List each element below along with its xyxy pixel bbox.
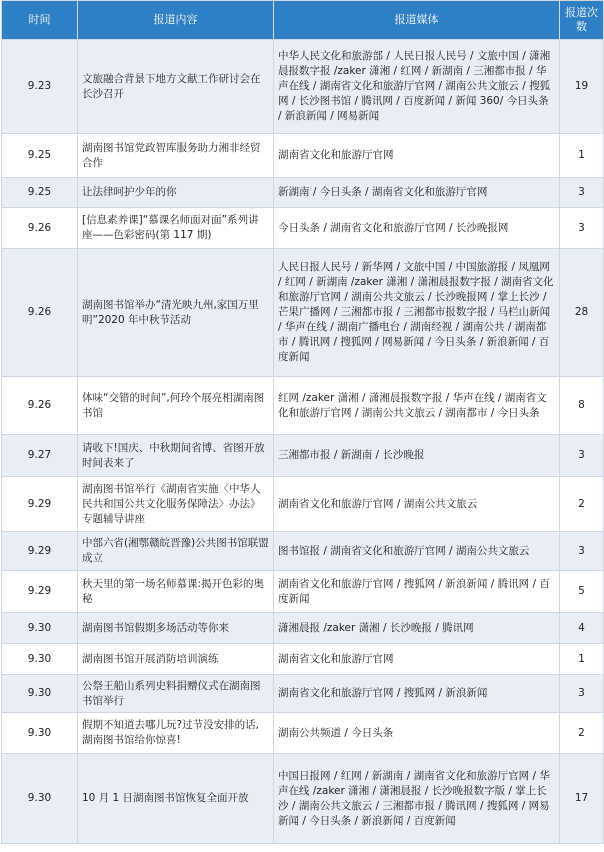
- row-count: 28: [560, 249, 604, 377]
- row-count: 4: [560, 613, 604, 644]
- table-row: [2, 644, 604, 675]
- row-count: 8: [560, 377, 604, 435]
- header-time: 时间: [2, 1, 78, 40]
- row-media: 红网 /zaker 潇湘 / 潇湘晨报数字报 / 华声在线 / 湖南省文化和旅游厅官网 / 湖南公共文旅云 / 湖南都市 / 今日头条: [274, 377, 560, 435]
- table-row: [2, 208, 604, 249]
- row-media: 湖南省文化和旅游厅官网: [274, 134, 560, 178]
- row-count: 1: [560, 644, 604, 675]
- row-time: 9.25: [2, 134, 78, 178]
- row-time: 9.25: [2, 178, 78, 208]
- row-media: 潇湘晨报 /zaker 潇湘 / 长沙晚报 / 腾讯网: [274, 613, 560, 644]
- row-count: 3: [560, 178, 604, 208]
- row-content: 10 月 1 日湖南图书馆恢复全面开放: [78, 754, 274, 844]
- row-content: 湖南图书馆举行《湖南省实施〈中华人民共和国公共文化服务保障法〉办法》专题辅导讲座: [78, 477, 274, 532]
- row-media: 湖南公共频道 / 今日头条: [274, 713, 560, 754]
- row-count: 2: [560, 477, 604, 532]
- row-content: 假期不知道去哪儿玩?过节没安排的话,湖南图书馆给你惊喜!: [78, 713, 274, 754]
- row-content: 湖南图书馆开展消防培训演练: [78, 644, 274, 675]
- row-count: 3: [560, 532, 604, 571]
- table-row: [2, 613, 604, 644]
- table-row: [2, 713, 604, 754]
- row-content: 湖南图书馆假期多场活动等你来: [78, 613, 274, 644]
- row-media: 湖南省文化和旅游厅官网 / 搜狐网 / 新浪新闻: [274, 675, 560, 713]
- table-row: [2, 477, 604, 532]
- row-count: 3: [560, 675, 604, 713]
- row-media: 三湘都市报 / 新湖南 / 长沙晚报: [274, 435, 560, 477]
- media-report-table: [1, 0, 604, 844]
- row-time: 9.26: [2, 249, 78, 377]
- row-time: 9.23: [2, 40, 78, 134]
- row-time: 9.27: [2, 435, 78, 477]
- row-count: 1: [560, 134, 604, 178]
- table-header-row: [2, 1, 604, 40]
- row-time: 9.29: [2, 571, 78, 613]
- row-content: 让法律呵护少年的你: [78, 178, 274, 208]
- table-row: [2, 40, 604, 134]
- row-time: 9.30: [2, 675, 78, 713]
- row-count: 3: [560, 435, 604, 477]
- row-count: 5: [560, 571, 604, 613]
- table-row: [2, 435, 604, 477]
- row-time: 9.26: [2, 208, 78, 249]
- row-media: 中国日报网 / 红网 / 新湖南 / 湖南省文化和旅游厅官网 / 华声在线 /zaker 潇湘 / 潇湘晨报 / 长沙晚报数字版 / 掌上长沙 / 湖南公共文旅云 / 三湘都市报 / 腾讯网 / 搜狐网 / 网易新闻 / 今日头条 / 新浪新闻 / 百度新闻: [274, 754, 560, 844]
- row-time: 9.30: [2, 644, 78, 675]
- row-media: 图书馆报 / 湖南省文化和旅游厅官网 / 湖南公共文旅云: [274, 532, 560, 571]
- header-content: 报道内容: [78, 1, 274, 40]
- row-content: [信息素养课]“慕课名师面对面”系列讲座——色彩密码(第 117 期): [78, 208, 274, 249]
- row-time: 9.29: [2, 477, 78, 532]
- table-row: [2, 754, 604, 844]
- table-row: [2, 249, 604, 377]
- table-row: [2, 377, 604, 435]
- row-time: 9.26: [2, 377, 78, 435]
- row-content: 请收下!国庆、中秋期间省博、省图开放时间表来了: [78, 435, 274, 477]
- row-content: 湖南图书馆举办“清光映九州,家国万里明”2020 年中秋节活动: [78, 249, 274, 377]
- row-time: 9.30: [2, 713, 78, 754]
- row-time: 9.30: [2, 613, 78, 644]
- row-media: 今日头条 / 湖南省文化和旅游厅官网 / 长沙晚报网: [274, 208, 560, 249]
- row-count: 3: [560, 208, 604, 249]
- row-content: 中部六省(湘鄂赣皖晋豫)公共图书馆联盟成立: [78, 532, 274, 571]
- row-content: 湖南图书馆党政智库服务助力湘非经贸合作: [78, 134, 274, 178]
- row-content: 秋天里的第一场名师慕课:揭开色彩的奥秘: [78, 571, 274, 613]
- table-row: [2, 134, 604, 178]
- table-row: [2, 178, 604, 208]
- header-count: 报道次数: [560, 1, 604, 40]
- table-row: [2, 675, 604, 713]
- row-media: 新湖南 / 今日头条 / 湖南省文化和旅游厅官网: [274, 178, 560, 208]
- row-media: 湖南省文化和旅游厅官网 / 搜狐网 / 新浪新闻 / 腾讯网 / 百度新闻: [274, 571, 560, 613]
- row-media: 湖南省文化和旅游厅官网: [274, 644, 560, 675]
- row-count: 19: [560, 40, 604, 134]
- row-media: 人民日报人民号 / 新华网 / 文旅中国 / 中国旅游报 / 凤凰网 / 红网 / 新湖南 /zaker 潇湘 / 潇湘晨报数字报 / 湖南省文化和旅游厅官网 / 湖南公共文旅云 / 长沙晚报网 / 掌上长沙 / 芒果广播网 / 三湘都市报 / 三湘都市报数字报 / 马栏山新闻 / 华声在线 / 湖南广播电台 / 湖南经视 / 湖南公共 / 湖南都市 / 腾讯网 / 搜狐网 / 网易新闻 / 今日头条 / 新浪新闻 / 百度新闻: [274, 249, 560, 377]
- row-count: 2: [560, 713, 604, 754]
- row-content: 文旅融合背景下地方文献工作研讨会在长沙召开: [78, 40, 274, 134]
- row-time: 9.29: [2, 532, 78, 571]
- table-row: [2, 571, 604, 613]
- row-count: 17: [560, 754, 604, 844]
- header-media: 报道媒体: [274, 1, 560, 40]
- row-media: 湖南省文化和旅游厅官网 / 湖南公共文旅云: [274, 477, 560, 532]
- table-row: [2, 532, 604, 571]
- row-content: 公祭王船山系列史料捐赠仪式在湖南图书馆举行: [78, 675, 274, 713]
- row-time: 9.30: [2, 754, 78, 844]
- row-content: 体味“交错的时间”,何玲个展亮相湖南图书馆: [78, 377, 274, 435]
- row-media: 中华人民文化和旅游部 / 人民日报人民号 / 文旅中国 / 潇湘晨报数字报 /zaker 潇湘 / 红网 / 新湖南 / 三湘都市报 / 华声在线 / 湖南省文化和旅游厅官网 / 湖南公共文旅云 / 搜狐网 / 长沙图书馆 / 腾讯网 / 百度新闻 / 新闻 360/ 今日头条 / 新浪新闻 / 网易新闻: [274, 40, 560, 134]
